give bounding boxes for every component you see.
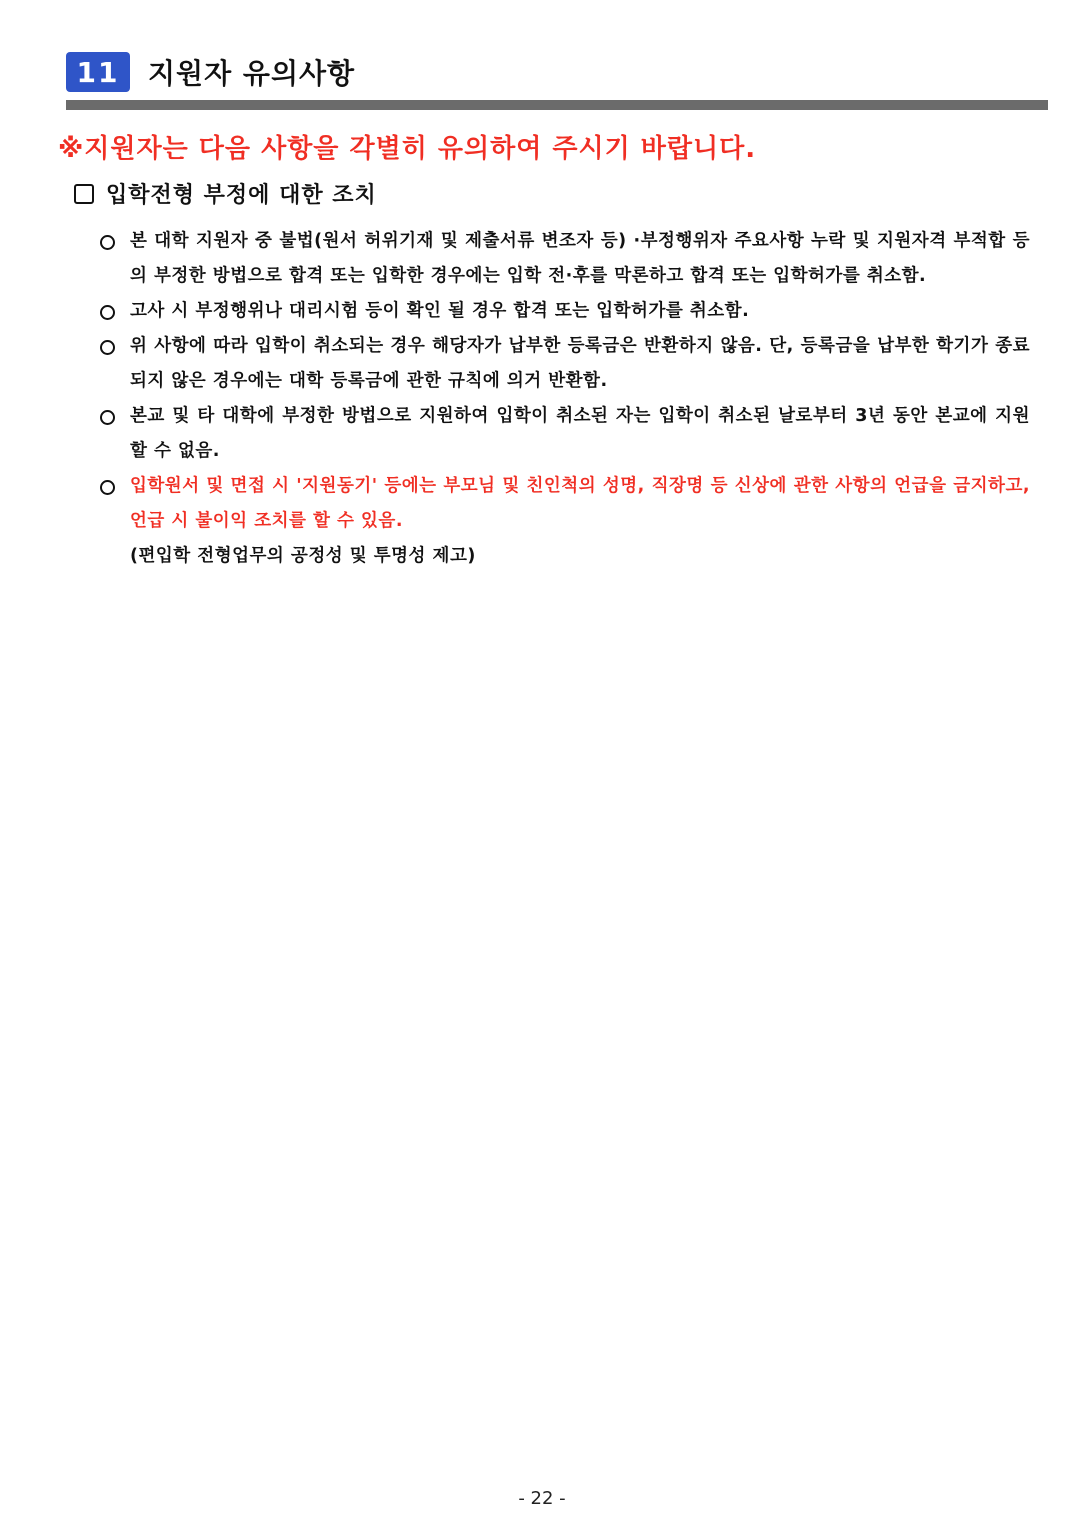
list-item-text: 위 사항에 따라 입학이 취소되는 경우 해당자가 납부한 등록금은 반환하지 않음. 단, 등록금을 납부한 학기가 종료되지 않은 경우에는 대학 등록금에 관한 규칙에 의거 반환함.	[130, 336, 1030, 391]
list-item-text: 본 대학 지원자 중 불법(원서 허위기재 및 제출서류 변조자 등) ·부정행위자 주요사항 누락 및 지원자격 부적합 등의 부정한 방법으로 합격 또는 입학한 경우에는 입학 전·후를 막론하고 합격 또는 입학허가를 취소함.	[130, 231, 1030, 286]
notice-text: ※지원자는 다음 사항을 각별히 유의하여 주시기 바랍니다.	[58, 134, 757, 164]
section-number-badge: 11	[66, 52, 130, 92]
list-item	[100, 399, 1030, 469]
list-item	[100, 294, 1030, 329]
subheading-label: 입학전형 부정에 대한 조치	[106, 183, 377, 208]
circle-bullet-icon	[100, 340, 115, 355]
circle-bullet-icon	[100, 305, 115, 320]
notice-list	[100, 224, 1030, 574]
list-item-text: 고사 시 부정행위나 대리시험 등이 확인 될 경우 합격 또는 입학허가를 취소함.	[130, 301, 750, 321]
checkbox-square-icon	[74, 184, 94, 204]
circle-bullet-icon	[100, 410, 115, 425]
header-divider	[66, 100, 1048, 110]
list-item-text: 본교 및 타 대학에 부정한 방법으로 지원하여 입학이 취소된 자는 입학이 취소된 날로부터 3년 동안 본교에 지원할 수 없음.	[130, 406, 1030, 461]
section-header	[66, 50, 355, 94]
list-item	[100, 329, 1030, 399]
footnote: (편입학 전형업무의 공정성 및 투명성 제고)	[130, 546, 476, 566]
circle-bullet-icon	[100, 480, 115, 495]
list-item-highlighted	[100, 469, 1030, 539]
subheading	[74, 178, 377, 209]
circle-bullet-icon	[100, 235, 115, 250]
list-item-text: 입학원서 및 면접 시 '지원동기' 등에는 부모님 및 친인척의 성명, 직장명 등 신상에 관한 사항의 언급을 금지하고, 언급 시 불이익 조치를 할 수 있음.	[130, 476, 1030, 531]
list-item	[100, 224, 1030, 294]
section-title: 지원자 유의사항	[148, 57, 356, 90]
page-number: - 22 -	[518, 1488, 566, 1509]
